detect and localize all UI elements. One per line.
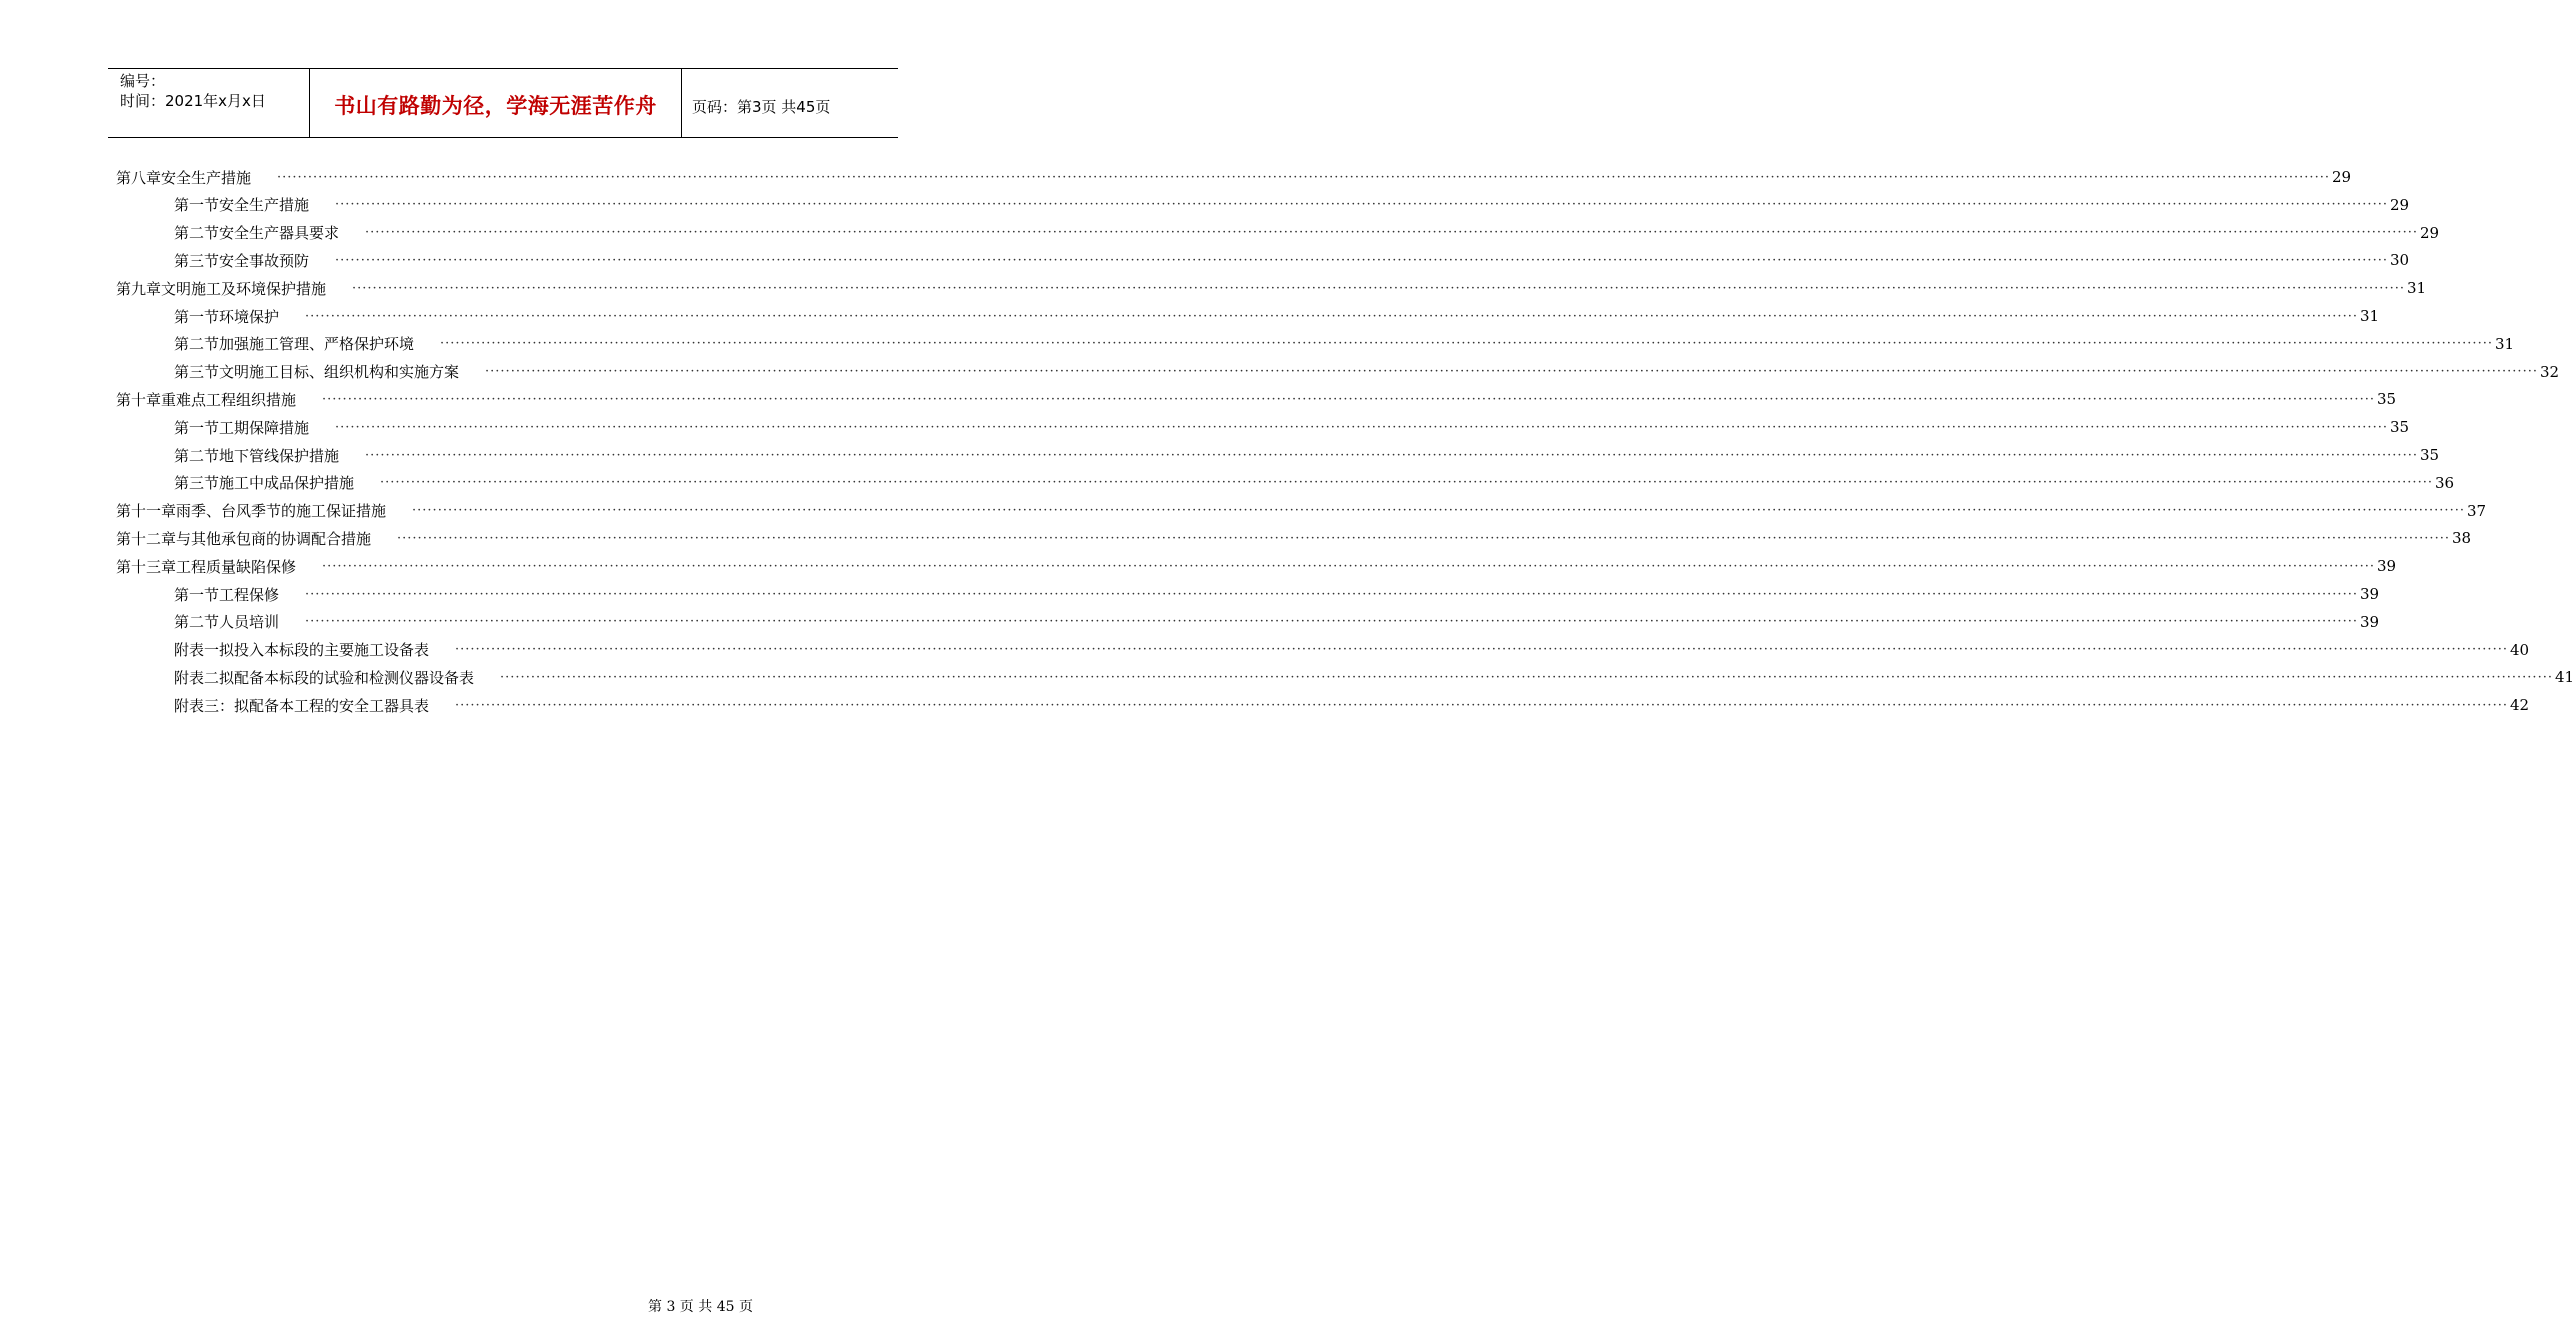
toc-chapter-entry[interactable]: [116, 552, 2397, 580]
toc-entry-label: 附表一: [174, 641, 220, 660]
toc-section-entry[interactable]: [174, 413, 2410, 441]
toc-page-number: 29: [2419, 223, 2440, 242]
date-label: 时间：2021年x月x日: [120, 92, 266, 110]
toc-chapter-entry[interactable]: [116, 385, 2397, 413]
toc-leader-dots: ················································································································································································································································································································································································································: [335, 419, 2388, 435]
toc-page-number: 38: [2451, 529, 2472, 548]
toc-section-entry[interactable]: [174, 608, 2380, 636]
toc-section-entry[interactable]: [174, 663, 2574, 691]
toc-chapter-entry[interactable]: [116, 524, 2472, 552]
toc-entry-title: 工期保障措施: [219, 418, 310, 437]
toc-section-entry[interactable]: [174, 441, 2440, 469]
toc-entry-title: 环境保护: [219, 307, 280, 326]
toc-entry-title: 文明施工及环境保护措施: [161, 279, 327, 298]
toc-page-number: 40: [2509, 640, 2530, 659]
toc-entry-title: 拟配备本工程的安全工器具表: [234, 696, 430, 715]
toc-entry-label: 第一节: [174, 418, 220, 437]
toc-entry-label: 第十一章: [116, 502, 177, 521]
toc-entry-label: 第二节: [174, 613, 220, 632]
toc-leader-dots: ················································································································································································································································································································································································································: [455, 642, 2508, 658]
header-motto-cell: [310, 69, 682, 137]
toc-section-entry[interactable]: [174, 219, 2440, 247]
toc-page-number: 39: [2376, 557, 2397, 576]
toc-page-number: 30: [2389, 251, 2410, 270]
document-header: [108, 68, 898, 138]
toc-entry-title: 安全生产措施: [161, 168, 252, 187]
toc-entry-label: 第十章: [116, 390, 162, 409]
toc-entry-title: 工程质量缺陷保修: [176, 557, 297, 576]
toc-leader-dots: ················································································································································································································································································································································································································: [335, 252, 2388, 268]
toc-entry-title: 安全生产措施: [219, 196, 310, 215]
toc-chapter-entry[interactable]: [116, 497, 2487, 525]
toc-leader-dots: ················································································································································································································································································································································································································: [485, 364, 2538, 380]
toc-leader-dots: ················································································································································································································································································································································································································: [322, 558, 2375, 574]
toc-leader-dots: ················································································································································································································································································································································································································: [335, 197, 2388, 213]
toc-entry-title: 雨季、台风季节的施工保证措施: [176, 502, 387, 521]
toc-page-number: 36: [2434, 473, 2455, 492]
toc-entry-title: 文明施工目标、组织机构和实施方案: [219, 363, 460, 382]
toc-section-entry[interactable]: [174, 580, 2380, 608]
toc-entry-label: 第二节: [174, 446, 220, 465]
toc-chapter-entry[interactable]: [116, 163, 2352, 191]
toc-entry-title: 拟投入本标段的主要施工设备表: [219, 641, 430, 660]
toc-section-entry[interactable]: [174, 302, 2380, 330]
toc-entry-label: 第一节: [174, 585, 220, 604]
toc-page-number: 42: [2509, 696, 2530, 715]
toc-entry-title: 工程保修: [219, 585, 280, 604]
toc-leader-dots: ················································································································································································································································································································································································································: [305, 614, 2358, 630]
toc-entry-title: 人员培训: [219, 613, 280, 632]
toc-entry-title: 拟配备本标段的试验和检测仪器设备表: [219, 668, 475, 687]
toc-leader-dots: ················································································································································································································································································································································································································: [455, 697, 2508, 713]
toc-page-number: 29: [2331, 168, 2352, 186]
toc-entry-title: 安全生产器具要求: [219, 224, 340, 243]
toc-entry-label: 第一节: [174, 307, 220, 326]
toc-page-number: 39: [2359, 585, 2380, 603]
toc-section-entry[interactable]: [174, 191, 2410, 219]
toc-section-entry[interactable]: [174, 358, 2560, 386]
toc-page-number: 41: [2554, 668, 2574, 687]
toc-leader-dots: ················································································································································································································································································································································································································: [305, 308, 2358, 324]
toc-entry-label: 第十三章: [116, 557, 177, 576]
toc-leader-dots: ················································································································································································································································································································································································································: [440, 336, 2493, 352]
toc-entry-label: 第九章: [116, 279, 162, 298]
toc-entry-label: 附表二: [174, 668, 220, 687]
toc-entry-title: 加强施工管理、严格保护环境: [219, 335, 415, 354]
serial-number-label: 编号：: [120, 72, 166, 90]
toc-page-number: 31: [2406, 279, 2427, 298]
toc-page-number: 39: [2359, 612, 2380, 631]
header-meta: [108, 69, 310, 137]
toc-page-number: 31: [2359, 307, 2380, 325]
toc-chapter-entry[interactable]: [116, 274, 2427, 302]
toc-leader-dots: ················································································································································································································································································································································································································: [365, 447, 2418, 463]
toc-page-number: 35: [2376, 390, 2397, 409]
header-motto: 书山有路勤为径，学海无涯苦作舟: [334, 94, 657, 118]
toc-page-number: 35: [2419, 446, 2440, 464]
toc-leader-dots: ················································································································································································································································································································································································································: [500, 669, 2553, 685]
toc-page-number: 31: [2494, 334, 2515, 353]
toc-entry-label: 附表三：: [174, 696, 235, 715]
toc-leader-dots: ················································································································································································································································································································································································································: [352, 280, 2405, 296]
toc-entry-label: 第二节: [174, 224, 220, 243]
toc-entry-label: 第十二章: [116, 529, 177, 548]
toc-entry-label: 第三节: [174, 363, 220, 382]
toc-entry-label: 第三节: [174, 474, 220, 493]
toc-leader-dots: ················································································································································································································································································································································································································: [397, 530, 2450, 546]
toc-section-entry[interactable]: [174, 330, 2515, 358]
toc-section-entry[interactable]: [174, 691, 2530, 719]
toc-page-number: 32: [2539, 362, 2560, 381]
toc-entry-title: 安全事故预防: [219, 251, 310, 270]
toc-entry-label: 第三节: [174, 251, 220, 270]
header-page-info: [682, 69, 898, 137]
toc-entry-title: 地下管线保护措施: [219, 446, 340, 465]
toc-entry-label: 第二节: [174, 335, 220, 354]
toc-section-entry[interactable]: [174, 636, 2530, 664]
toc-page-number: 29: [2389, 195, 2410, 214]
toc-section-entry[interactable]: [174, 246, 2410, 274]
toc-page-number: 35: [2389, 418, 2410, 437]
toc-entry-label: 第一节: [174, 196, 220, 215]
toc-leader-dots: ················································································································································································································································································································································································································: [380, 475, 2433, 491]
header-page-number: 页码：第3页 共45页: [692, 97, 831, 116]
toc-entry-title: 与其他承包商的协调配合措施: [176, 529, 372, 548]
toc-entry-label: 第八章: [116, 168, 162, 187]
toc-page-number: 37: [2466, 501, 2487, 520]
toc-entry-title: 重难点工程组织措施: [161, 390, 297, 409]
toc-entry-title: 施工中成品保护措施: [219, 474, 355, 493]
toc-leader-dots: ················································································································································································································································································································································································································: [322, 391, 2375, 407]
toc-leader-dots: ················································································································································································································································································································································································································: [412, 503, 2465, 519]
toc-leader-dots: ················································································································································································································································································································································································································: [277, 169, 2330, 185]
page-footer: 第 3 页 共 45 页: [648, 1299, 753, 1315]
toc-leader-dots: ················································································································································································································································································································································································································: [305, 586, 2358, 602]
toc-section-entry[interactable]: [174, 469, 2455, 497]
toc-leader-dots: ················································································································································································································································································································································································································: [365, 225, 2418, 241]
